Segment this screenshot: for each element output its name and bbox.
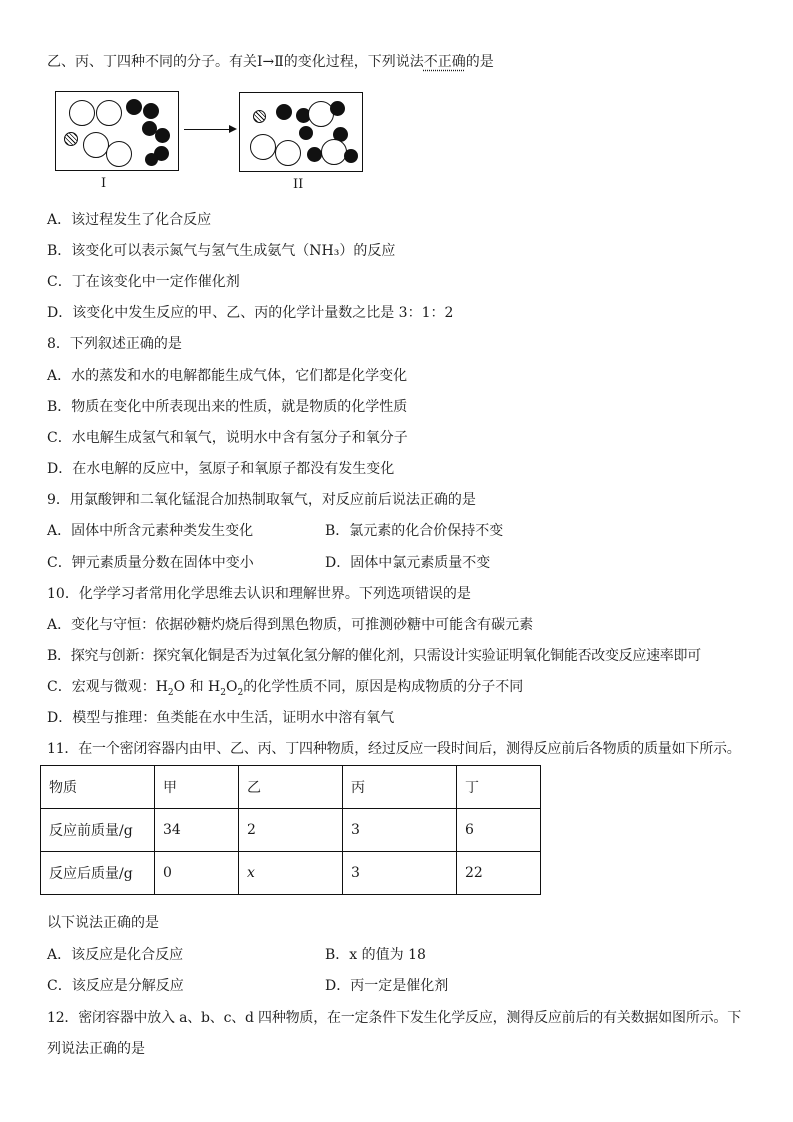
table-cell: 0 [155,852,239,895]
table-cell: 6 [457,809,541,852]
molecule-atom [143,103,159,119]
q7-option-d: D．该变化中发生反应的甲、乙、丙的化学计量数之比是 3：1：2 [47,305,454,321]
q9-option-a: A．固体中所含元素种类发生变化 [47,523,254,539]
table-header-row [41,766,541,809]
table-cell: 22 [457,852,541,895]
table-header-cell: 丁 [457,766,541,809]
q11-option-b: B．x 的值为 18 [325,947,426,963]
table-header-cell: 丙 [343,766,457,809]
q10-option-c-part: O [225,679,238,695]
table-cell: 反应后质量/g [41,852,155,895]
q8-option-d: D．在水电解的反应中，氢原子和氧原子都没有发生变化 [47,461,395,477]
intro-text-b: Ⅱ的变化过程，下列说法 [274,54,424,70]
q11-option-d: D．丙一定是催化剂 [325,978,449,994]
q7-option-c: C．丁在该变化中一定作催化剂 [47,274,240,290]
molecule-atom [250,134,276,160]
molecule-atom [276,104,292,120]
table-row [41,809,541,852]
molecule-atom [96,100,122,126]
molecule-atom [106,141,132,167]
subscript: 2 [220,687,226,698]
q11-option-a: A．该反应是化合反应 [47,947,184,963]
molecule-atom [299,126,313,140]
q8-option-b: B．物质在变化中所表现出来的性质，就是物质的化学性质 [47,399,408,415]
intro-text-c: 的是 [465,54,494,70]
table-cell: 3 [343,852,457,895]
q7-option-b: B．该变化可以表示氮气与氢气生成氨气（NH₃）的反应 [47,243,396,259]
catalyst-molecule [253,110,266,123]
molecule-atom [69,100,95,126]
table-row [41,852,541,895]
molecule-atom [275,140,301,166]
q10-option-c-part: O 和 H [173,679,221,695]
q8-option-c: C．水电解生成氢气和氧气，说明水中含有氢分子和氧分子 [47,430,408,446]
state-1-label: I [101,176,107,191]
molecule-atom [330,101,345,116]
table-cell: 反应前质量/g [41,809,155,852]
table-header-cell: 甲 [155,766,239,809]
table-header-cell: 乙 [239,766,343,809]
molecule-atom [145,153,158,166]
q11-stem: 11．在一个密闭容器内由甲、乙、丙、丁四种物质，经过反应一段时间后，测得反应前后各物质的质量如下所示。 [47,741,741,757]
reaction-arrow [184,129,232,130]
molecule-atom [126,99,142,115]
subscript: 2 [167,687,174,698]
q12-stem-line1: 12．密闭容器中放入 a、b、c、d 四种物质，在一定条件下发生化学反应，测得反应前后的有关数据如图所示。下 [47,1010,742,1026]
subscript: 2 [237,687,244,698]
state-2-label: II [293,177,304,192]
state-2-box [239,92,363,172]
molecule-atom [321,139,347,165]
q9-option-d: D．固体中氯元素质量不变 [325,555,491,571]
q8-option-a: A．水的蒸发和水的电解都能生成气体，它们都是化学变化 [47,368,408,384]
molecule-atom [344,149,358,163]
q10-option-c-part: C．宏观与微观：H [47,679,168,695]
q10-option-c-part: 的化学性质不同，原因是构成物质的分子不同 [243,679,524,695]
table-cell: 34 [155,809,239,852]
molecule-atom [307,147,322,162]
intro-emphasis: 不正确 [423,54,466,70]
q10-option-c [47,677,523,703]
q7-option-a: A．该过程发生了化合反应 [47,212,212,228]
table-cell: 2 [239,809,343,852]
q11-after-table: 以下说法正确的是 [47,915,159,931]
mass-table [40,765,541,895]
q9-stem: 9．用氯酸钾和二氧化锰混合加热制取氧气，对反应前后说法正确的是 [47,492,476,508]
molecule-atom [155,128,170,143]
q11-option-c: C．该反应是分解反应 [47,978,184,994]
catalyst-molecule [64,132,78,146]
table-header-cell: 物质 [41,766,155,809]
arrow-icon: → [262,54,275,70]
q10-option-b: B．探究与创新：探究氧化铜是否为过氧化氢分解的催化剂，只需设计实验证明氧化铜能否改变反应速率即可 [47,648,701,664]
q10-option-d: D．模型与推理：鱼类能在水中生活，证明水中溶有氧气 [47,710,395,726]
table-cell: 3 [343,809,457,852]
state-1-box [55,91,179,171]
q10-stem: 10．化学学习者常用化学思维去认识和理解世界。下列选项错误的是 [47,586,471,602]
q9-option-c: C．钾元素质量分数在固体中变小 [47,555,254,571]
q8-stem: 8．下列叙述正确的是 [47,336,182,352]
q12-stem-line2: 列说法正确的是 [47,1041,145,1057]
intro-line [47,52,494,72]
arrow-head-icon [229,125,237,133]
table-cell: x [239,852,343,895]
q10-option-a: A．变化与守恒：依据砂糖灼烧后得到黑色物质，可推测砂糖中可能含有碳元素 [47,617,534,633]
intro-text-a: 乙、丙、丁四种不同的分子。有关Ⅰ [47,54,263,70]
q9-option-b: B．氯元素的化合价保持不变 [325,523,504,539]
